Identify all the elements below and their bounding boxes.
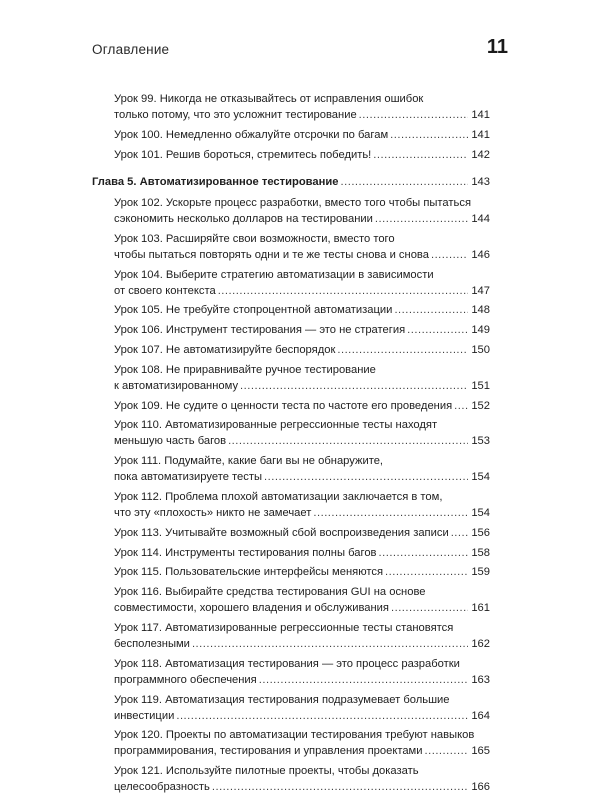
toc-entry-page-number: 162 — [471, 638, 490, 651]
toc-entry-last-line — [114, 127, 490, 143]
toc-lesson-entry — [92, 453, 490, 485]
dot-leader — [176, 708, 468, 724]
toc-entry-title-line: сэкономить несколько долларов на тестировании — [114, 213, 373, 226]
dot-leader — [341, 174, 469, 190]
toc-entry-page-number: 141 — [471, 128, 490, 141]
toc-entry-title-line: совместимости, хорошего владения и обслуживания — [114, 602, 389, 615]
toc-entry-last-line — [114, 779, 490, 795]
dot-leader — [391, 600, 468, 616]
toc-entry-title-line: Урок 112. Проблема плохой автоматизации заключается в том, — [114, 491, 443, 504]
toc-entry-title-line: Урок 109. Не судите о ценности теста по частоте его проведения — [114, 399, 453, 412]
dot-leader — [431, 247, 468, 263]
toc-entry-title-line: Урок 115. Пользовательские интерфейсы меняются — [114, 566, 383, 579]
toc-lesson-entry — [92, 727, 490, 759]
dot-leader — [407, 322, 468, 338]
toc-entry-page-number: 154 — [471, 471, 490, 484]
toc-entry-title-line: Урок 102. Ускорьте процесс разработки, вместо того чтобы пытаться — [114, 197, 472, 210]
toc-entry-last-line — [114, 469, 490, 485]
dot-leader — [451, 525, 469, 541]
toc-lesson-entry — [92, 267, 490, 299]
toc-entry-title-line: инвестиции — [114, 709, 175, 722]
toc-lesson-entry — [92, 417, 490, 449]
toc-entry-last-line — [114, 322, 490, 338]
toc-entry-page-number: 151 — [471, 379, 490, 392]
toc-entry-last-line — [114, 107, 490, 123]
toc-entry-title-line: целесообразность — [114, 781, 210, 794]
toc-entry-last-line — [114, 283, 490, 299]
toc-entry-title-line: Урок 114. Инструменты тестирования полны багов — [114, 546, 377, 559]
toc-entry-page-number: 147 — [471, 284, 490, 297]
toc-entry-title-line: меньшую часть багов — [114, 435, 227, 448]
toc-entry-title-line: Урок 103. Расширяйте свои возможности, вместо того — [114, 232, 395, 245]
toc-entry-page-number: 150 — [471, 344, 490, 357]
dot-leader — [313, 505, 468, 521]
toc-lesson-entry — [92, 362, 490, 394]
toc-entry-page-number: 143 — [471, 175, 490, 188]
page-header — [92, 36, 508, 66]
toc-lesson-entry — [92, 342, 490, 358]
toc-entry-last-line — [114, 545, 490, 561]
toc-lesson-entry — [92, 398, 490, 414]
dot-leader — [385, 564, 468, 580]
toc-entry-last-line — [114, 525, 490, 541]
toc-lesson-entry — [92, 489, 490, 521]
dot-leader — [218, 283, 469, 299]
toc-entry-page-number: 161 — [471, 602, 490, 615]
toc-entry-title-line: только потому, что это усложнит тестирование — [114, 109, 357, 121]
dot-leader — [240, 378, 468, 394]
toc-entry-page-number: 152 — [471, 399, 490, 412]
toc-entry-title-line: Урок 106. Инструмент тестирования — это не стратегия — [114, 324, 406, 337]
toc-lesson-entry — [92, 231, 490, 263]
dot-leader — [192, 636, 468, 652]
toc-entry-page-number: 159 — [471, 566, 490, 579]
toc-lesson-entry — [92, 656, 490, 688]
toc-lesson-entry — [92, 322, 490, 338]
toc-lesson-entry — [92, 147, 490, 163]
toc-entry-last-line — [114, 708, 490, 724]
toc-lesson-entry — [92, 127, 490, 143]
dot-leader — [379, 545, 469, 561]
toc-entry-title-line: программного обеспечения — [114, 673, 257, 686]
toc-entry-title-line: Урок 110. Автоматизированные регрессионные тесты находят — [114, 419, 438, 432]
dot-leader — [212, 779, 468, 795]
toc-entry-title-line: чтобы пытаться повторять одни и те же тесты снова и снова — [114, 248, 429, 261]
toc-lesson-entry — [92, 584, 490, 616]
dot-leader — [228, 433, 468, 449]
toc-entry-page-number: 141 — [471, 109, 490, 121]
toc-entry-title-line: программирования, тестирования и управления проектами — [114, 745, 423, 758]
toc-entry-title-line: Урок 105. Не требуйте стопроцентной автоматизации — [114, 304, 393, 317]
toc-entry-last-line — [114, 600, 490, 616]
toc-entry-title-line: Урок 118. Автоматизация тестирования — это процесс разработки — [114, 657, 460, 670]
toc-entry-page-number: 146 — [471, 248, 490, 261]
toc-entry-last-line — [114, 743, 490, 759]
toc-entry-title-line: Урок 117. Автоматизированные регрессионные тесты становятся — [114, 622, 454, 635]
toc-lesson-entry — [92, 763, 490, 795]
dot-leader — [394, 302, 468, 318]
dot-leader — [454, 398, 468, 414]
toc-entry-page-number: 158 — [471, 546, 490, 559]
dot-leader — [373, 147, 468, 163]
toc-lesson-entry — [92, 692, 490, 724]
page-number: 11 — [486, 36, 508, 58]
toc-entry-title-line: Урок 116. Выбирайте средства тестирования GUI на основе — [114, 586, 426, 599]
toc-entry-page-number: 154 — [471, 507, 490, 520]
toc-entry-page-number: 148 — [471, 304, 490, 317]
toc-lesson-entry — [92, 302, 490, 318]
dot-leader — [359, 107, 469, 123]
dot-leader — [390, 127, 468, 143]
toc-entry-title-line: Глава 5. Автоматизированное тестирование — [92, 175, 339, 188]
toc-entry-last-line — [114, 211, 490, 227]
toc-entry-title-line: Урок 121. Используйте пилотные проекты, чтобы доказать — [114, 765, 419, 778]
toc-entry-page-number: 164 — [471, 709, 490, 722]
toc-entry-last-line — [114, 302, 490, 318]
toc-entry-last-line — [114, 147, 490, 163]
dot-leader — [259, 672, 469, 688]
dot-leader — [337, 342, 468, 358]
toc-entry-last-line — [114, 247, 490, 263]
toc-entry-title-line: к автоматизированному — [114, 379, 239, 392]
toc-entry-page-number: 149 — [471, 324, 490, 337]
dot-leader — [375, 211, 468, 227]
toc-lesson-entry — [92, 195, 490, 227]
toc-entry-title-line: Урок 100. Немедленно обжалуйте отсрочки по багам — [114, 128, 389, 141]
toc-entry-last-line — [114, 433, 490, 449]
toc-entry-page-number: 153 — [471, 435, 490, 448]
toc-entry-title-line: Урок 120. Проекты по автоматизации тестирования требуют навыков — [114, 729, 475, 742]
toc-entry-page-number: 163 — [471, 673, 490, 686]
toc-entry-title-line: что эту «плохость» никто не замечает — [114, 507, 312, 520]
table-of-contents — [92, 91, 490, 799]
toc-entry-last-line — [114, 342, 490, 358]
toc-entry-title-line: бесполезными — [114, 638, 190, 651]
toc-lesson-entry — [92, 525, 490, 541]
toc-entry-title-line: Урок 104. Выберите стратегию автоматизации в зависимости — [114, 268, 434, 281]
toc-entry-title-line: Урок 99. Никогда не отказывайтесь от исправления ошибок — [114, 93, 424, 105]
toc-lesson-entry — [92, 620, 490, 652]
toc-entry-title-line: Урок 107. Не автоматизируйте беспорядок — [114, 344, 336, 357]
toc-entry-title-line: Урок 119. Автоматизация тестирования подразумевает большие — [114, 693, 450, 706]
toc-entry-title-line: Урок 113. Учитывайте возможный сбой воспроизведения записи — [114, 526, 449, 539]
toc-chapter-entry — [92, 174, 490, 190]
toc-entry-page-number: 166 — [471, 781, 490, 794]
toc-entry-title-line: от своего контекста — [114, 284, 216, 297]
toc-entry-page-number: 142 — [471, 148, 490, 161]
dot-leader — [264, 469, 468, 485]
toc-entry-last-line — [114, 505, 490, 521]
toc-entry-last-line — [92, 174, 490, 190]
toc-entry-title-line: пока автоматизируете тесты — [114, 471, 263, 484]
toc-entry-page-number: 156 — [471, 526, 490, 539]
toc-entry-last-line — [114, 398, 490, 414]
toc-lesson-entry — [92, 545, 490, 561]
toc-entry-last-line — [114, 378, 490, 394]
toc-entry-last-line — [114, 564, 490, 580]
running-title: Оглавление — [92, 42, 170, 57]
toc-entry-title-line: Урок 101. Решив бороться, стремитесь победить! — [114, 148, 372, 161]
toc-entry-page-number: 144 — [471, 213, 490, 226]
dot-leader — [425, 743, 469, 759]
toc-entry-title-line: Урок 108. Не приравнивайте ручное тестирование — [114, 363, 376, 376]
toc-entry-last-line — [114, 636, 490, 652]
toc-entry-page-number: 165 — [471, 745, 490, 758]
toc-entry-title-line: Урок 111. Подумайте, какие баги вы не обнаружите, — [114, 455, 384, 468]
toc-entry-last-line — [114, 672, 490, 688]
toc-lesson-entry — [92, 91, 490, 123]
toc-lesson-entry — [92, 564, 490, 580]
